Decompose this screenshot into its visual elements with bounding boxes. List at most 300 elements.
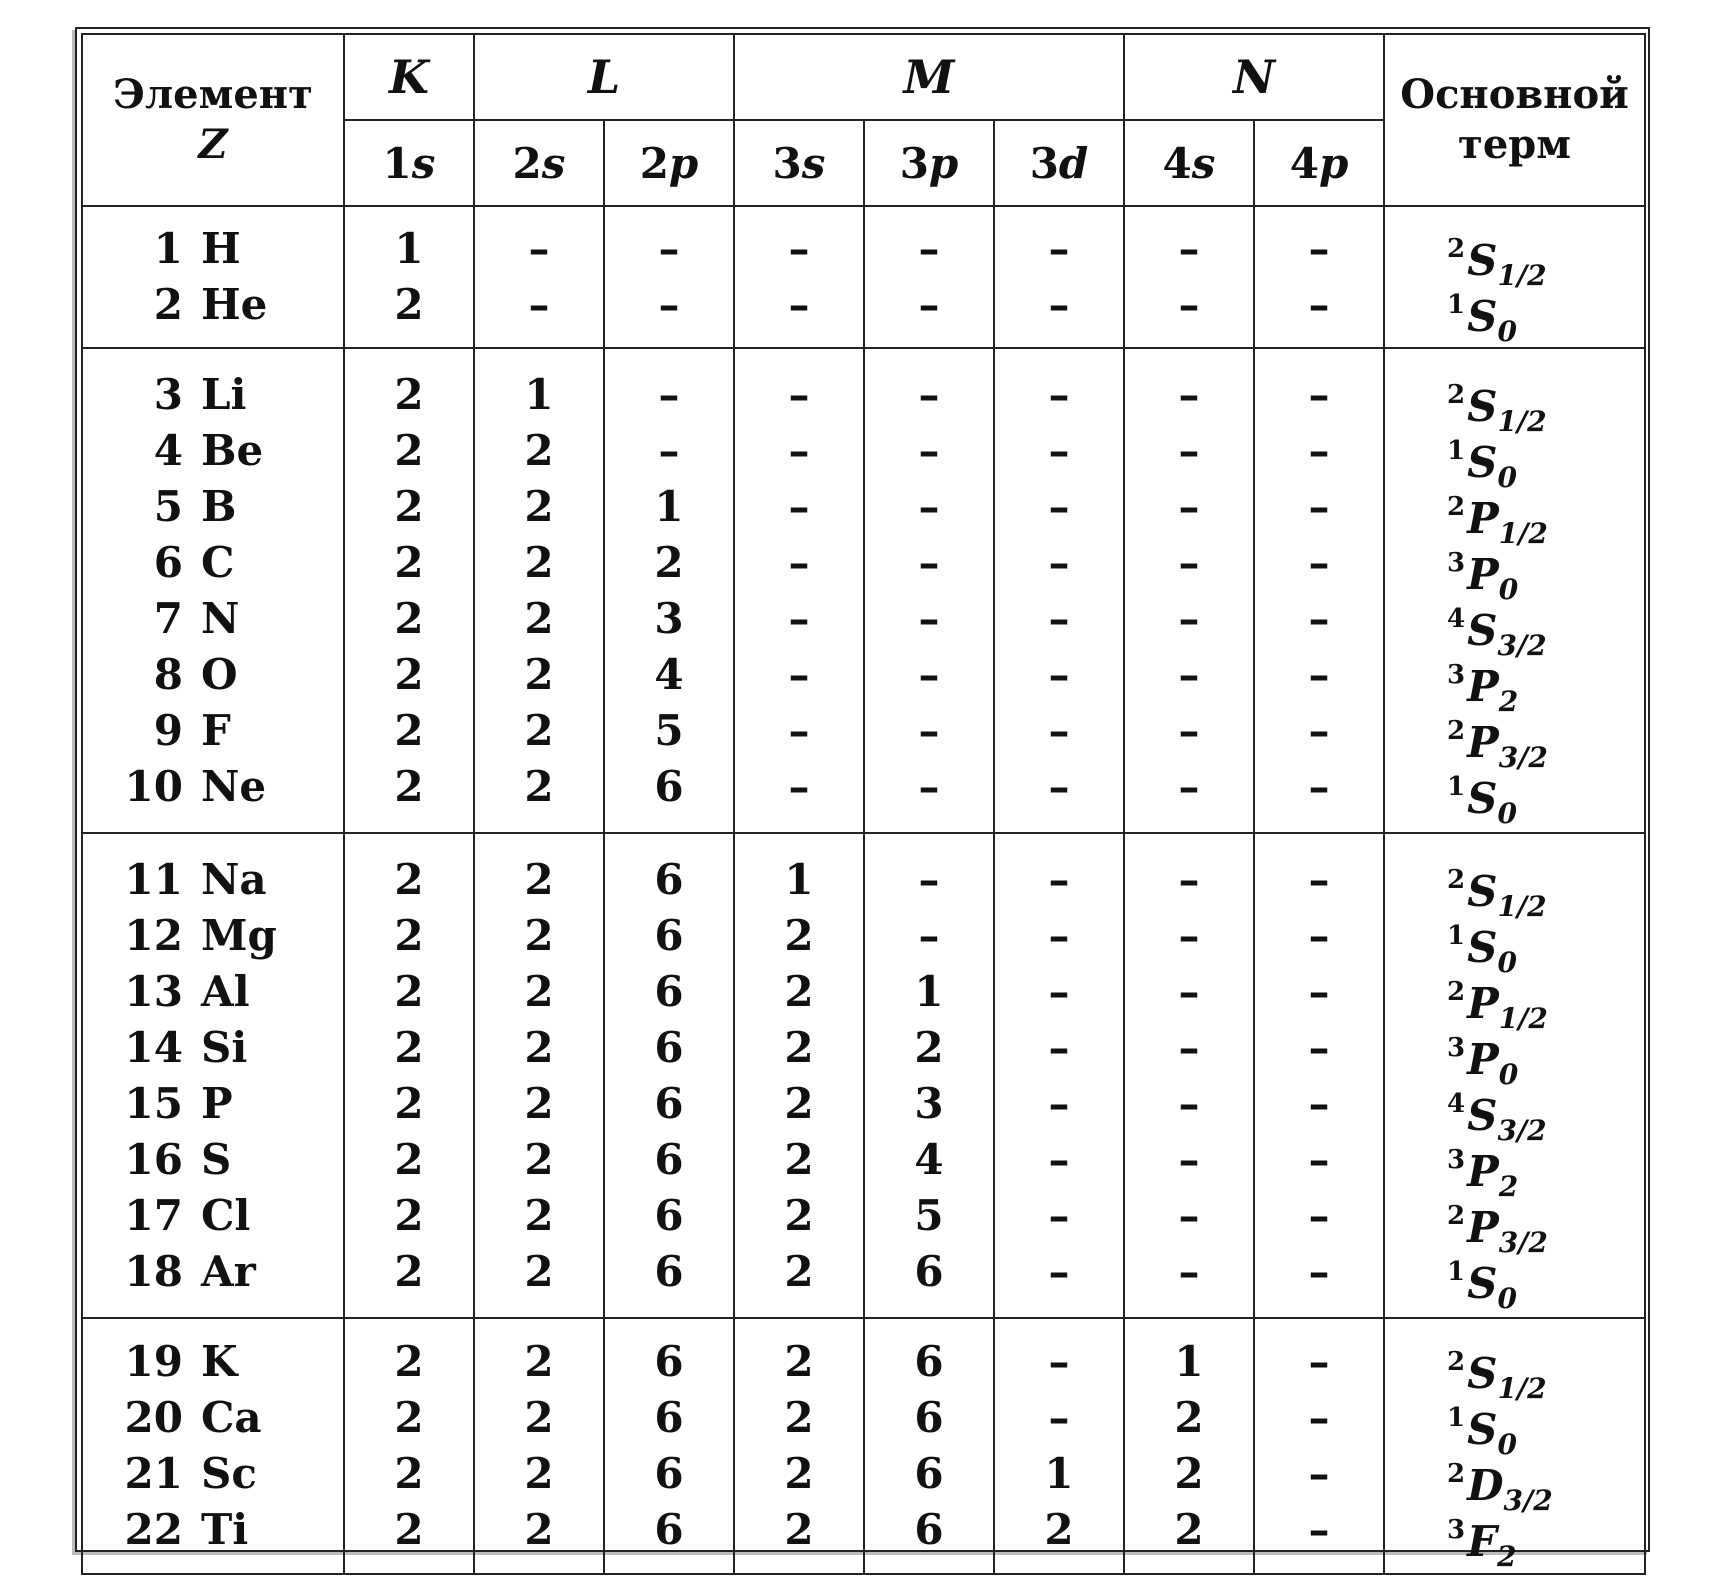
occupancy-value: – xyxy=(1178,1190,1200,1240)
occupancy-cell xyxy=(734,348,864,833)
occupancy-value: – xyxy=(788,369,810,419)
occupancy-value: 6 xyxy=(914,1505,944,1554)
occupancy-value: 2 xyxy=(394,1190,424,1240)
term-j: 0 xyxy=(1497,796,1517,830)
element-symbol: Li xyxy=(201,369,247,419)
term-letter: P xyxy=(1467,1146,1499,1196)
element-line xyxy=(83,591,343,647)
element-line xyxy=(83,1188,343,1244)
occupancy-value: 2 xyxy=(524,1505,554,1554)
term-letter: P xyxy=(1467,549,1499,599)
occupancy-value: – xyxy=(528,280,550,329)
occupancy-cell xyxy=(1254,1318,1384,1574)
ground-term xyxy=(1385,1076,1644,1147)
occupancy-value: – xyxy=(528,224,550,273)
occupancy-value: 6 xyxy=(654,1246,684,1296)
term-multiplicity: 2 xyxy=(1447,976,1466,1007)
term-multiplicity: 2 xyxy=(1447,864,1466,895)
occupancy-value: – xyxy=(918,705,940,755)
occupancy-value: 2 xyxy=(394,425,424,475)
occupancy-value: 2 xyxy=(394,854,424,904)
occupancy-cell xyxy=(1254,833,1384,1318)
ground-term xyxy=(1385,591,1644,662)
atomic-number: 6 xyxy=(153,537,183,587)
occupancy-value: – xyxy=(788,649,810,699)
occupancy-value: – xyxy=(1048,705,1070,755)
occupancy-value: 2 xyxy=(1174,1449,1204,1498)
occupancy-value: – xyxy=(918,425,940,475)
occupancy-cell xyxy=(344,206,474,348)
term-letter: P xyxy=(1467,1034,1499,1084)
occupancy-cell xyxy=(1124,348,1254,833)
occupancy-value: – xyxy=(1308,593,1330,643)
element-symbol: Ar xyxy=(201,1246,256,1296)
occupancy-value: 2 xyxy=(394,1246,424,1296)
term-cell xyxy=(1384,348,1645,833)
subshell-n: 2 xyxy=(512,138,542,188)
term-j: 0 xyxy=(1497,945,1517,979)
occupancy-value: – xyxy=(788,537,810,587)
occupancy-value: – xyxy=(1048,910,1070,960)
term-letter: S xyxy=(1467,866,1498,916)
table-row xyxy=(82,1318,1645,1574)
element-symbol: Mg xyxy=(201,910,277,960)
occupancy-value: 2 xyxy=(524,761,554,811)
element-symbol: K xyxy=(201,1337,238,1386)
occupancy-value: – xyxy=(918,537,940,587)
ground-term xyxy=(1385,964,1644,1035)
occupancy-value: – xyxy=(1308,1190,1330,1240)
ground-term xyxy=(1385,1334,1644,1405)
occupancy-value: 3 xyxy=(654,593,684,643)
occupancy-value: 2 xyxy=(394,593,424,643)
term-j: 3/2 xyxy=(1497,1113,1547,1147)
subshell-l: s xyxy=(411,138,436,188)
occupancy-value: 2 xyxy=(524,1337,554,1386)
occupancy-value: – xyxy=(1048,966,1070,1016)
element-line xyxy=(83,479,343,535)
header-subshell xyxy=(864,120,994,206)
term-multiplicity: 1 xyxy=(1447,920,1466,951)
occupancy-value: 2 xyxy=(654,537,684,587)
table-row xyxy=(82,348,1645,833)
occupancy-value: 2 xyxy=(524,966,554,1016)
occupancy-value: 6 xyxy=(654,1449,684,1498)
occupancy-cell xyxy=(474,1318,604,1574)
occupancy-cell xyxy=(604,833,734,1318)
term-j: 3/2 xyxy=(1503,1484,1553,1517)
occupancy-value: – xyxy=(1178,1246,1200,1296)
occupancy-value: 1 xyxy=(394,224,424,273)
occupancy-cell xyxy=(994,348,1124,833)
occupancy-value: – xyxy=(1048,854,1070,904)
term-j: 1/2 xyxy=(1497,259,1547,292)
occupancy-value: – xyxy=(1308,1393,1330,1442)
term-j: 1/2 xyxy=(1497,1372,1547,1405)
occupancy-value: – xyxy=(788,280,810,329)
subshell-n: 2 xyxy=(639,138,669,188)
occupancy-value: 2 xyxy=(394,705,424,755)
term-j: 1/2 xyxy=(1497,889,1547,923)
occupancy-value: 3 xyxy=(914,1078,944,1128)
term-j: 2 xyxy=(1498,684,1519,718)
element-line xyxy=(83,1390,343,1446)
term-j: 0 xyxy=(1497,1281,1517,1315)
subshell-n: 3 xyxy=(772,138,802,188)
occupancy-value: – xyxy=(1178,593,1200,643)
occupancy-cell xyxy=(604,206,734,348)
occupancy-value: – xyxy=(1178,910,1200,960)
header-subshell xyxy=(474,120,604,206)
table-body xyxy=(82,206,1645,1574)
element-line xyxy=(83,1076,343,1132)
occupancy-value: – xyxy=(1048,1078,1070,1128)
ground-term xyxy=(1385,1390,1644,1461)
occupancy-value: 1 xyxy=(654,481,684,531)
occupancy-value: 2 xyxy=(394,761,424,811)
header-z-label: Z xyxy=(198,121,228,168)
table-row xyxy=(82,206,1645,348)
occupancy-value: – xyxy=(918,481,940,531)
occupancy-value: 2 xyxy=(394,280,424,329)
term-cell xyxy=(1384,206,1645,348)
ground-term xyxy=(1385,1244,1644,1315)
occupancy-value: – xyxy=(1308,1337,1330,1386)
occupancy-value: – xyxy=(1308,425,1330,475)
occupancy-value: 2 xyxy=(1174,1393,1204,1442)
ground-term xyxy=(1385,479,1644,550)
header-subshell xyxy=(344,120,474,206)
occupancy-value: 2 xyxy=(914,1022,944,1072)
occupancy-cell xyxy=(1254,348,1384,833)
occupancy-value: – xyxy=(1178,481,1200,531)
occupancy-value: – xyxy=(1308,705,1330,755)
occupancy-value: – xyxy=(1178,1078,1200,1128)
term-letter: S xyxy=(1467,922,1498,972)
occupancy-value: – xyxy=(1308,1505,1330,1554)
element-line xyxy=(83,1502,343,1558)
occupancy-value: – xyxy=(788,761,810,811)
occupancy-value: – xyxy=(1048,649,1070,699)
occupancy-cell xyxy=(1254,206,1384,348)
occupancy-value: – xyxy=(918,761,940,811)
occupancy-value: 2 xyxy=(394,369,424,419)
occupancy-value: 2 xyxy=(524,1134,554,1184)
atomic-number: 12 xyxy=(124,910,183,960)
header-term-label-2: терм xyxy=(1458,121,1571,168)
ground-term xyxy=(1385,277,1644,348)
occupancy-value: 2 xyxy=(784,1078,814,1128)
header-shell-n: N xyxy=(1124,34,1384,120)
term-j: 3/2 xyxy=(1498,1225,1548,1259)
atomic-number: 4 xyxy=(153,425,183,475)
ground-term xyxy=(1385,1502,1644,1573)
occupancy-value: 2 xyxy=(524,854,554,904)
term-j: 3/2 xyxy=(1497,628,1547,662)
occupancy-value: 2 xyxy=(784,1246,814,1296)
atomic-number: 7 xyxy=(153,593,183,643)
atomic-number: 8 xyxy=(153,649,183,699)
occupancy-value: 2 xyxy=(394,1022,424,1072)
subshell-l: s xyxy=(801,138,826,188)
occupancy-value: 2 xyxy=(524,593,554,643)
occupancy-cell xyxy=(994,833,1124,1318)
element-symbol: Ne xyxy=(201,761,267,811)
occupancy-value: 2 xyxy=(394,1505,424,1554)
element-symbol: He xyxy=(201,280,268,329)
occupancy-value: 2 xyxy=(394,1393,424,1442)
occupancy-value: – xyxy=(788,593,810,643)
header-subshell xyxy=(1254,120,1384,206)
occupancy-value: – xyxy=(658,224,680,273)
electron-configuration-table xyxy=(81,33,1646,1575)
subshell-l: s xyxy=(541,138,566,188)
occupancy-value: 2 xyxy=(524,1449,554,1498)
element-line xyxy=(83,277,343,333)
atomic-number: 16 xyxy=(124,1134,183,1184)
term-j: 0 xyxy=(1497,1428,1517,1461)
occupancy-cell xyxy=(474,833,604,1318)
term-multiplicity: 2 xyxy=(1447,234,1466,264)
term-letter: P xyxy=(1467,978,1499,1028)
occupancy-cell xyxy=(1124,1318,1254,1574)
occupancy-value: – xyxy=(918,910,940,960)
occupancy-value: – xyxy=(1308,224,1330,273)
occupancy-value: 2 xyxy=(394,1134,424,1184)
atomic-number: 17 xyxy=(124,1190,183,1240)
element-line xyxy=(83,1446,343,1502)
atomic-number: 20 xyxy=(124,1393,183,1442)
header-subshell xyxy=(1124,120,1254,206)
term-letter: S xyxy=(1467,605,1498,655)
header-shell-m: M xyxy=(734,34,1124,120)
ground-term xyxy=(1385,1020,1644,1091)
occupancy-value: – xyxy=(658,280,680,329)
table-row xyxy=(82,833,1645,1318)
subshell-n: 4 xyxy=(1162,138,1192,188)
occupancy-cell xyxy=(604,348,734,833)
occupancy-cell xyxy=(994,206,1124,348)
term-letter: F xyxy=(1467,1517,1497,1566)
element-line xyxy=(83,535,343,591)
element-symbol: Be xyxy=(201,425,264,475)
occupancy-value: – xyxy=(1178,224,1200,273)
element-symbol: N xyxy=(201,593,240,643)
occupancy-value: 2 xyxy=(784,1393,814,1442)
occupancy-value: – xyxy=(1308,369,1330,419)
occupancy-value: – xyxy=(1048,280,1070,329)
header-term-label-1: Основной xyxy=(1400,71,1629,118)
occupancy-value: – xyxy=(1048,537,1070,587)
element-line xyxy=(83,221,343,277)
term-j: 1/2 xyxy=(1497,404,1547,438)
occupancy-value: – xyxy=(1308,1449,1330,1498)
occupancy-value: – xyxy=(1308,1078,1330,1128)
occupancy-value: – xyxy=(1048,761,1070,811)
term-multiplicity: 3 xyxy=(1447,1144,1466,1175)
term-multiplicity: 2 xyxy=(1447,1200,1466,1231)
occupancy-value: 2 xyxy=(784,1449,814,1498)
subshell-l: s xyxy=(1191,138,1216,188)
occupancy-value: 2 xyxy=(524,537,554,587)
occupancy-value: – xyxy=(1308,1246,1330,1296)
occupancy-value: – xyxy=(1048,1022,1070,1072)
occupancy-value: – xyxy=(658,425,680,475)
term-j: 0 xyxy=(1498,572,1519,606)
occupancy-value: – xyxy=(1048,1337,1070,1386)
occupancy-value: – xyxy=(918,369,940,419)
occupancy-value: – xyxy=(1048,1134,1070,1184)
ground-term xyxy=(1385,221,1644,292)
element-line xyxy=(83,1334,343,1390)
atomic-number: 3 xyxy=(153,369,183,419)
header-subshell xyxy=(604,120,734,206)
term-letter: P xyxy=(1467,1202,1499,1252)
subshell-l: p xyxy=(1318,138,1349,188)
element-line xyxy=(83,703,343,759)
occupancy-value: – xyxy=(1308,1022,1330,1072)
subshell-n: 4 xyxy=(1289,138,1319,188)
atomic-number: 21 xyxy=(124,1449,183,1498)
occupancy-value: – xyxy=(788,705,810,755)
occupancy-value: – xyxy=(1308,649,1330,699)
occupancy-value: 6 xyxy=(914,1393,944,1442)
occupancy-cell xyxy=(344,348,474,833)
occupancy-value: 6 xyxy=(654,1190,684,1240)
term-letter: S xyxy=(1467,292,1498,341)
element-symbol: S xyxy=(201,1134,232,1184)
occupancy-value: – xyxy=(1048,481,1070,531)
occupancy-value: 2 xyxy=(1044,1505,1074,1554)
subshell-l: p xyxy=(668,138,699,188)
header-subshell xyxy=(994,120,1124,206)
occupancy-value: – xyxy=(1178,425,1200,475)
ground-term xyxy=(1385,367,1644,438)
occupancy-value: – xyxy=(1178,966,1200,1016)
term-multiplicity: 2 xyxy=(1447,1347,1466,1377)
header-subshell xyxy=(734,120,864,206)
atomic-number: 13 xyxy=(124,966,183,1016)
header-ground-term xyxy=(1384,34,1645,206)
occupancy-value: 2 xyxy=(394,481,424,531)
occupancy-value: 6 xyxy=(654,1393,684,1442)
term-j: 0 xyxy=(1498,1057,1519,1091)
occupancy-value: 6 xyxy=(654,1337,684,1386)
ground-term xyxy=(1385,759,1644,830)
occupancy-value: 6 xyxy=(654,1505,684,1554)
term-j: 0 xyxy=(1497,315,1517,348)
term-letter: S xyxy=(1467,381,1498,431)
atomic-number: 19 xyxy=(124,1337,183,1386)
term-cell xyxy=(1384,1318,1645,1574)
occupancy-value: 4 xyxy=(914,1134,944,1184)
occupancy-cell xyxy=(734,1318,864,1574)
element-symbol: P xyxy=(201,1078,233,1128)
ground-term xyxy=(1385,1446,1644,1517)
occupancy-value: 2 xyxy=(524,481,554,531)
occupancy-value: 6 xyxy=(654,854,684,904)
occupancy-value: – xyxy=(1178,537,1200,587)
element-line xyxy=(83,647,343,703)
ground-term xyxy=(1385,908,1644,979)
occupancy-cell xyxy=(734,833,864,1318)
term-multiplicity: 1 xyxy=(1447,435,1466,466)
element-symbol: Ti xyxy=(201,1505,249,1554)
occupancy-cell xyxy=(864,348,994,833)
occupancy-value: 2 xyxy=(524,910,554,960)
occupancy-value: 6 xyxy=(914,1337,944,1386)
occupancy-value: 1 xyxy=(1044,1449,1074,1498)
occupancy-value: – xyxy=(918,649,940,699)
element-symbol: C xyxy=(201,537,235,587)
header-element xyxy=(82,34,344,206)
occupancy-value: – xyxy=(1048,224,1070,273)
occupancy-value: – xyxy=(1048,1190,1070,1240)
occupancy-value: – xyxy=(1178,854,1200,904)
occupancy-value: – xyxy=(1308,280,1330,329)
element-cell xyxy=(82,348,344,833)
term-j: 2 xyxy=(1498,1169,1519,1203)
term-multiplicity: 3 xyxy=(1447,1032,1466,1063)
occupancy-value: 2 xyxy=(524,425,554,475)
element-line xyxy=(83,1020,343,1076)
element-symbol: B xyxy=(201,481,237,531)
element-symbol: Al xyxy=(201,966,250,1016)
element-line xyxy=(83,423,343,479)
term-multiplicity: 2 xyxy=(1447,715,1466,746)
term-cell xyxy=(1384,833,1645,1318)
term-multiplicity: 2 xyxy=(1447,1459,1466,1489)
occupancy-value: – xyxy=(1048,425,1070,475)
occupancy-cell xyxy=(864,206,994,348)
term-letter: S xyxy=(1467,1090,1498,1140)
occupancy-value: 5 xyxy=(654,705,684,755)
occupancy-value: 2 xyxy=(784,1505,814,1554)
term-j: 1/2 xyxy=(1498,1001,1548,1035)
atomic-number: 1 xyxy=(153,224,183,273)
occupancy-value: 1 xyxy=(1174,1337,1204,1386)
occupancy-value: 6 xyxy=(914,1449,944,1498)
term-j: 0 xyxy=(1497,460,1517,494)
occupancy-value: 6 xyxy=(654,966,684,1016)
occupancy-value: – xyxy=(788,481,810,531)
occupancy-cell xyxy=(1124,206,1254,348)
occupancy-value: – xyxy=(1178,280,1200,329)
occupancy-cell xyxy=(604,1318,734,1574)
term-multiplicity: 4 xyxy=(1447,603,1466,634)
occupancy-value: – xyxy=(1308,854,1330,904)
term-letter: P xyxy=(1467,717,1499,767)
term-letter: S xyxy=(1467,773,1498,823)
subshell-n: 3 xyxy=(899,138,929,188)
term-multiplicity: 2 xyxy=(1447,379,1466,410)
occupancy-cell xyxy=(474,348,604,833)
header-shell-l: L xyxy=(474,34,734,120)
occupancy-value: – xyxy=(918,854,940,904)
atomic-number: 5 xyxy=(153,481,183,531)
term-letter: S xyxy=(1467,1405,1498,1454)
occupancy-value: – xyxy=(1308,537,1330,587)
atomic-number: 15 xyxy=(124,1078,183,1128)
occupancy-value: – xyxy=(788,224,810,273)
term-multiplicity: 1 xyxy=(1447,1256,1466,1287)
occupancy-value: 6 xyxy=(654,1078,684,1128)
occupancy-value: 2 xyxy=(394,1078,424,1128)
occupancy-value: 6 xyxy=(654,761,684,811)
occupancy-value: 2 xyxy=(524,1393,554,1442)
occupancy-value: – xyxy=(1308,481,1330,531)
occupancy-value: 2 xyxy=(394,1337,424,1386)
